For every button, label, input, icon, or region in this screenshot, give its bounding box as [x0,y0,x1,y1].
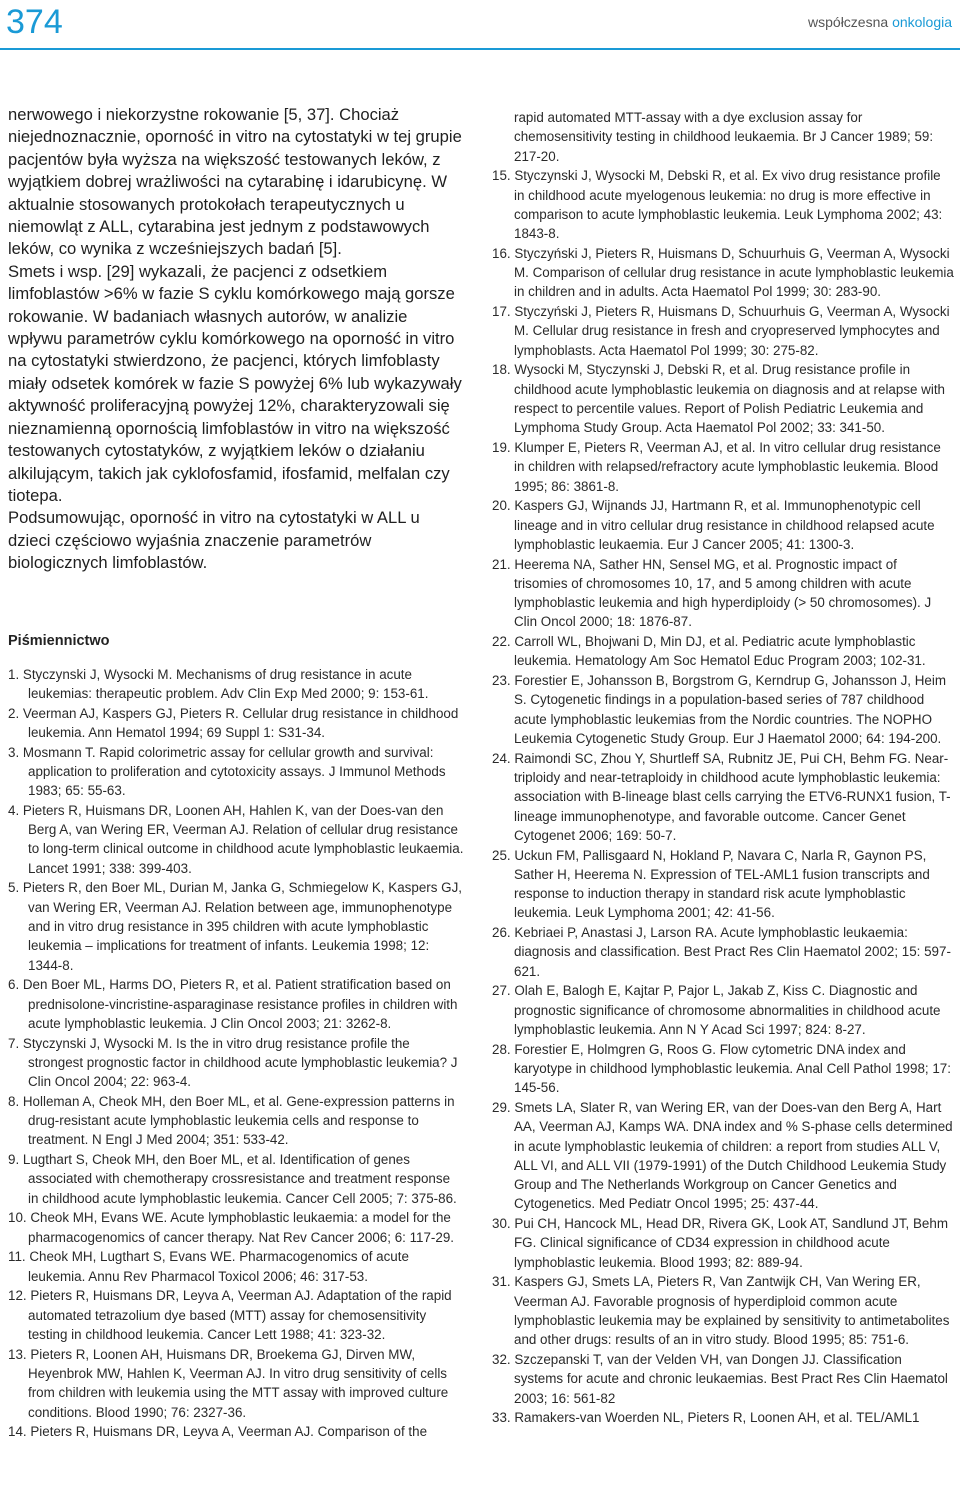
journal-brand: onkologia [892,14,952,30]
reference-item: 31. Kaspers GJ, Smets LA, Pieters R, Van Zantwijk CH, Van Wering ER, Veerman AJ. Favorable prognosis of hyperdiploid common acute lymphoblastic leukemia may be explained by sensitivity to antimetabolites and other drugs: results of an in vitro study. Blood 1995; 85: 751-6. [492,1274,950,1348]
reference-item: 24. Raimondi SC, Zhou Y, Shurtleff SA, Rubnitz JE, Pui CH, Behm FG. Near-triploidy and near-tetraploidy in childhood acute lymphoblastic leukemia: association with B-lineage blast cells carrying the ETV6-RUNX1 fusion, T-lineage immunophenotype, and favorable outcome. Cancer Genet Cytogenet 2006; 169: 50-7. [492,750,951,843]
header-rule [0,48,960,50]
reference-item: 28. Forestier E, Holmgren G, Roos G. Flow cytometric DNA index and karyotype in childhood lymphoblastic leukemia. Anal Cell Pathol 1998; 17: 145-56. [492,1041,951,1096]
page-header [0,0,960,44]
body-paragraph: Podsumowując, oporność in vitro na cytostatyki w ALL u dzieci częściowo wyjaśnia znaczenie parametrów biologicznych limfoblastów. [8,508,420,573]
reference-item: 17. Styczyński J, Pieters R, Huismans D, Schuurhuis G, Veerman A, Wysocki M. Cellular drug resistance in fresh and cryopreserved lymphocytes and lymphoblasts. Acta Haematol Pol 1999; 30: 275-82. [492,304,950,358]
reference-item: 27. Olah E, Balogh E, Kajtar P, Pajor L, Jakab Z, Kiss C. Diagnostic and prognostic significance of chromosome abnormalities in childhood acute lymphoblastic leukemia. Ann N Y Acad Sci 1997; 824: 8-27. [492,983,941,1038]
reference-item: 29. Smets LA, Slater R, van Wering ER, van der Does-van den Berg A, Hart AA, Veerman AJ, Kamps WA. DNA index and % S-phase cells determined in acute lymphoblastic leukemia of children: a report from studies ALL V, ALL VI, and ALL VII (1979-1991) of the Dutch Childhood Leukemia Study Group and The Netherlands Workgroup on Cancer Genetics and Cytogenetics. Med Pediatr Oncol 1995; 25: 437-44. [492,1100,953,1212]
page-number: 374 [6,3,63,41]
reference-item: 12. Pieters R, Huismans DR, Leyva A, Veerman AJ. Adaptation of the rapid automated tetrazolium dye based (MTT) assay for chemosensitivity testing in childhood leukemia. Cancer Lett 1988; 41: 323-32. [8,1288,452,1342]
reference-item: 20. Kaspers GJ, Wijnands JJ, Hartmann R, et al. Immunophenotypic cell lineage and in vitro cellular drug resistance in childhood relapsed acute lymphoblastic leukaemia. Eur J Cancer 2005; 41: 1300-3. [492,498,935,552]
reference-item: 15. Styczynski J, Wysocki M, Debski R, et al. Ex vivo drug resistance profile in childhood acute myelogenous leukemia: no drug is more effective in comparison to acute lymphoblastic leukemia. Leuk Lymphoma 2002; 43: 1843-8. [492,168,943,242]
reference-list-left [8,665,464,1442]
reference-item: 23. Forestier E, Johansson B, Borgstrom G, Kerndrup G, Johansson J, Heim S. Cytogenetic findings in a population-based series of 787 childhood acute lymphoblastic leukemias from the Nordic countries. The NOPHO Leukemia Cytogenetic Study Group. Eur J Haematol 2000; 64: 194-200. [492,673,946,747]
reference-item: 25. Uckun FM, Pallisgaard N, Hokland P, Navara C, Narla R, Gaynon PS, Sather H, Heerema N. Expression of TEL-AML1 fusion transcripts and response to induction therapy in standard risk acute lymphoblastic leukemia. Leuk Lymphoma 2001; 42: 41-56. [492,847,930,921]
reference-item: 32. Szczepanski T, van der Velden VH, van Dongen JJ. Classification systems for acute and chronic leukaemias. Best Pract Res Clin Haematol 2003; 16: 561-82 [492,1352,948,1406]
reference-item: 5. Pieters R, den Boer ML, Durian M, Janka G, Schmiegelow K, Kaspers GJ, van Wering ER, Veerman AJ. Relation between age, immunophenotype and in vitro drug resistance in 395 children with acute lymphoblastic leukemia – implications for treatment of infants. Leukemia 1998; 12: 1344-8. [8,880,462,973]
reference-item: 7. Styczynski J, Wysocki M. Is the in vitro drug resistance profile the strongest prognostic factor in childhood acute lymphoblastic leukemia? J Clin Oncol 2004; 22: 963-4. [8,1035,458,1090]
reference-item: 6. Den Boer ML, Harms DO, Pieters R, et al. Patient stratification based on prednisolone-vincristine-asparaginase resistance profiles in children with acute lymphoblastic leukemia. J Clin Oncol 2003; 21: 3262-8. [8,977,458,1031]
reference-item: 16. Styczyński J, Pieters R, Huismans D, Schuurhuis G, Veerman A, Wysocki M. Comparison of cellular drug resistance in acute lymphoblastic leukemia in children and in adults. Acta Haematol Pol 1999; 30: 283-90. [492,245,954,300]
reference-continuation: rapid automated MTT-assay with a dye exclusion assay for chemosensitivity testing in childhood leukaemia. Br J Cancer 1989; 59: 217-20. [514,110,934,164]
reference-item: 10. Cheok MH, Evans WE. Acute lymphoblastic leukaemia: a model for the pharmacogenomics of cancer therapy. Nat Rev Cancer 2006; 6: 117-29. [8,1210,455,1245]
reference-item: 3. Mosmann T. Rapid colorimetric assay for cellular growth and survival: application to proliferation and cytotoxicity assays. J Immunol Methods 1983; 65: 55-63. [8,744,446,799]
body-paragraph: nerwowego i niekorzystne rokowanie [5, 37]. Chociaż niejednoznacznie, oporność in vitro na cytostatyki w tej grupie pacjentów była wyższa na większość testowanych leków, z wyjątkiem dobrej wrażliwości na cytarabinę i idarubicynę. W aktualnie stosowanych protokołach terapeutycznych u niemowląt z ALL, cytarabina jest jednym z podstawowych leków, co wynika z wcześniejszych badań [5]. [8,105,462,259]
reference-item: 8. Holleman A, Cheok MH, den Boer ML, et al. Gene-expression patterns in drug-resistant acute lymphoblastic leukemia cells and response to treatment. N Engl J Med 2004; 351: 533-42. [8,1093,455,1148]
journal-name [808,14,952,30]
reference-item: 33. Ramakers-van Woerden NL, Pieters R, Loonen AH, et al. TEL/AML1 [492,1410,920,1426]
reference-item: 22. Carroll WL, Bhojwani D, Min DJ, et al. Pediatric acute lymphoblastic leukemia. Hematology Am Soc Hematol Educ Program 2003; 102-31. [492,634,926,669]
reference-item: 18. Wysocki M, Styczynski J, Debski R, et al. Drug resistance profile in childhood acute lymphoblastic leukemia on diagnosis and at relapse with respect to percentile values. Report of Polish Pediatric Leukemia and Lymphoma Study Group. Acta Haematol Pol 2002; 33: 341-50. [492,362,945,436]
reference-item: 13. Pieters R, Loonen AH, Huismans DR, Broekema GJ, Dirven MW, Heyenbrok MW, Hahlen K, Veerman AJ. In vitro drug sensitivity of cells from children with leukemia using the MTT assay with improved culture conditions. Blood 1990; 76: 2327-36. [8,1346,449,1420]
journal-prefix: współczesna [808,14,893,30]
body-paragraph: Smets i wsp. [29] wykazali, że pacjenci z odsetkiem limfoblastów >6% w fazie S cyklu komórkowego mają gorsze rokowanie. W badaniach własnych autorów, w analizie wpływu parametrów cyklu komórkowego na oporność in vitro na cytostatyki stwierdzono, że pacjenci, których limfoblasty miały odsetek komórek w fazie S powyżej 6% lub wykazywały aktywność proliferacyjną powyżej 12%, charakteryzowali się nieznamienną opornością limfoblastów in vitro na większość testowanych cytostatyków, z wyjątkiem leków o działaniu alkilującym, takich jak cyklofosfamid, ifosfamid, melfalan czy tiotepa. [8,261,462,505]
left-column [8,104,464,1442]
reference-item: 2. Veerman AJ, Kaspers GJ, Pieters R. Cellular drug resistance in childhood leukemia. Ann Hematol 1994; 69 Suppl 1: S31-34. [8,705,459,740]
reference-item: 30. Pui CH, Hancock ML, Head DR, Rivera GK, Look AT, Sandlund JT, Behm FG. Clinical significance of CD34 expression in childhood acute lymphoblastic leukemia. Blood 1993; 82: 889-94. [492,1216,948,1270]
right-column [492,108,954,1428]
reference-item: 4. Pieters R, Huismans DR, Loonen AH, Hahlen K, van der Does-van den Berg A, van Wering ER, Veerman AJ. Relation of cellular drug resistance to long-term clinical outcome in childhood acute lymphoblastic leukaemia. Lancet 1991; 338: 399-403. [8,802,464,876]
reference-item: 26. Kebriaei P, Anastasi J, Larson RA. Acute lymphoblastic leukaemia: diagnosis and classification. Best Pract Res Clin Haematol 2002; 15: 597-621. [492,925,951,979]
reference-item: 21. Heerema NA, Sather HN, Sensel MG, et al. Prognostic impact of trisomies of chromosomes 10, 17, and 5 among children with acute lymphoblastic leukemia and high hyperdiploidy (> 50 chromosomes). J Clin Oncol 2000; 18: 1876-87. [492,556,932,630]
references-title: Piśmiennictwo [8,632,110,649]
reference-item: 11. Cheok MH, Lugthart S, Evans WE. Pharmacogenomics of acute leukemia. Annu Rev Pharmacol Toxicol 2006; 46: 317-53. [8,1249,409,1284]
reference-item: 19. Klumper E, Pieters R, Veerman AJ, et al. In vitro cellular drug resistance in children with relapsed/refractory acute lymphoblastic leukemia. Blood 1995; 86: 3861-8. [492,440,941,494]
reference-item: 14. Pieters R, Huismans DR, Leyva A, Veerman AJ. Comparison of the [8,1424,428,1440]
reference-item: 9. Lugthart S, Cheok MH, den Boer ML, et al. Identification of genes associated with chemotherapy crossresistance and treatment response in childhood acute lymphoblastic leukemia. Cancer Cell 2005; 7: 375-86. [8,1152,457,1206]
reference-item: 1. Styczynski J, Wysocki M. Mechanisms of drug resistance in acute leukemias: therapeutic problem. Adv Clin Exp Med 2000; 9: 153-61. [8,666,429,701]
reference-list-right [492,108,954,1428]
